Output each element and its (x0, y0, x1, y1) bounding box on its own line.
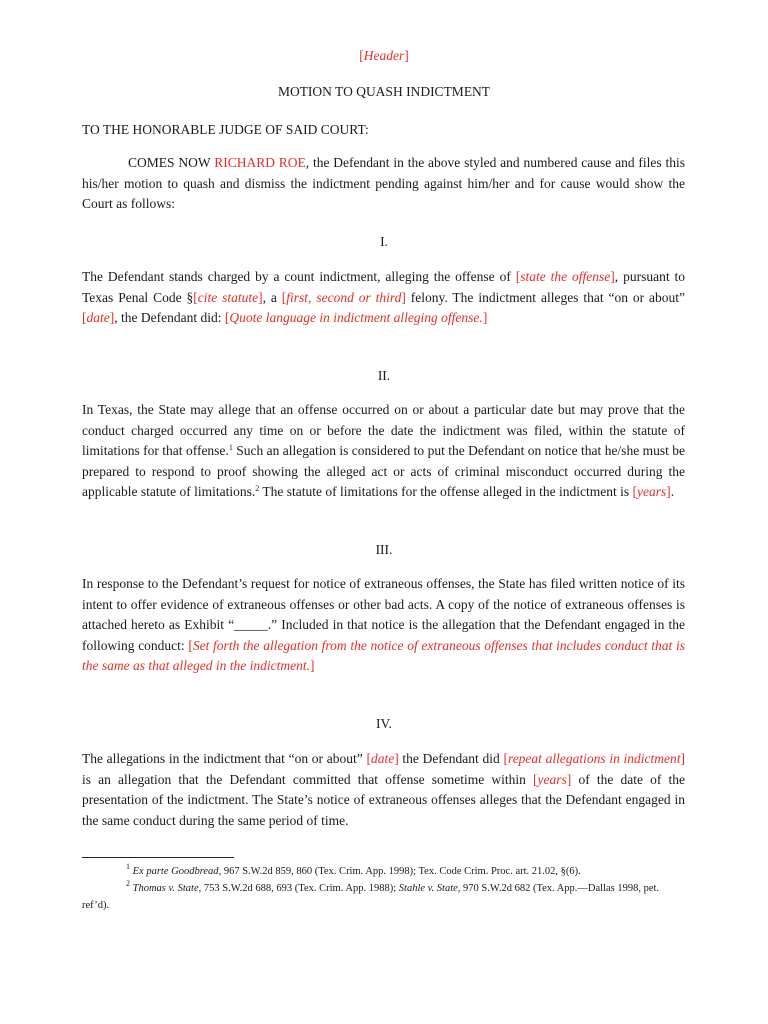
placeholder-date-2: [date] (366, 751, 399, 766)
comes-now: COMES NOW (128, 155, 211, 170)
s4-text-3: is an allegation that the Defendant committed that offense sometime within (82, 771, 534, 787)
footnote-ref-2[interactable]: 2 (255, 484, 260, 493)
document-title: MOTION TO QUASH INDICTMENT (277, 84, 491, 99)
footnote-1-text: , 967 S.W.2d 859, 860 (Tex. Crim. App. 1998); Tex. Code Crim. Proc. art. 21.02, §(6). (218, 866, 581, 877)
salutation: TO THE HONORABLE JUDGE OF SAID COURT: (82, 122, 369, 137)
header-placeholder: [Header] (359, 48, 409, 63)
s2-text-4: . (670, 484, 675, 499)
s4-text-4: of the date of the presentation of the indictment. The State’s notice of extraneous offenses alleges that the Defendant engaged in the same conduct during the same period of time. (82, 771, 686, 828)
s2-text-1: In Texas, the State may allege that an offense occurred on or about a particular date but may prove that the conduct charged occurred any time on or before the date the indictment was filed, within the statute of limitations for that offense. (82, 402, 685, 458)
footnote-1-number: 1 (126, 862, 130, 871)
section-4-paragraph (82, 749, 685, 831)
footnote-2-text-2: , 970 S.W.2d 682 (Tex. App.—Dallas 1998, pet. ref’d). (82, 883, 660, 911)
intro-paragraph (82, 153, 685, 215)
placeholder-years: [years] (632, 484, 671, 499)
footnote-1-case: Ex parte Goodbread (132, 866, 219, 877)
footnote-2-case-2: Stahle v. State (398, 883, 458, 894)
placeholder-statute: [cite statute] (193, 289, 263, 305)
footnote-2-text-1: , 753 S.W.2d 688, 693 (Tex. Crim. App. 1988); (198, 883, 399, 894)
footnote-1 (82, 863, 685, 880)
section-heading-1: I. (380, 234, 388, 249)
footnote-divider (82, 857, 234, 858)
placeholder-quote-language: [Quote language in indictment alleging offense.] (224, 310, 488, 325)
placeholder-years-2: [years] (533, 771, 572, 787)
s2-text-2: Such an allegation is considered to put the Defendant on notice that he/she must be prepared to respond to proof showing the alleged act or acts of criminal misconduct occurred during the applicable statute of limitations. (82, 443, 685, 499)
section-2-paragraph (82, 400, 685, 503)
s3-text-1: In response to the Defendant’s request for notice of extraneous offenses, the State has filed written notice of its intent to offer evidence of extraneous offenses or other bad acts. A copy of the notice of extraneous offenses is attached hereto as Exhibit “_____.” Included in that notice is the allegation that the Defendant engaged in the following conduct: (82, 576, 685, 653)
header-text: Header (363, 48, 405, 63)
s4-text-1: The allegations in the indictment that “on or about” (82, 751, 367, 766)
placeholder-date: [date] (82, 310, 115, 325)
section-heading-2: II. (377, 368, 391, 383)
s1-text-5: , the Defendant did: (114, 310, 225, 325)
s1-text-4: felony. The indictment alleges that “on or about” (405, 289, 686, 305)
placeholder-repeat-allegations: [repeat allegations in indictment] (503, 751, 685, 766)
defendant-name: RICHARD ROE (214, 155, 306, 170)
s1-text-2: , pursuant to Texas Penal Code § (82, 269, 685, 305)
intro-rest: , the Defendant in the above styled and numbered cause and files this his/her motion to quash and dismiss the indictment pending against him/her and for cause would show the Court as follows: (82, 155, 685, 211)
placeholder-degree: [first, second or third] (281, 289, 406, 305)
section-3-paragraph (82, 574, 685, 677)
footnote-2-number: 2 (126, 879, 130, 888)
s1-text-3: , a (262, 289, 282, 305)
section-1-paragraph (82, 267, 685, 329)
placeholder-offense: [state the offense] (515, 269, 615, 284)
section-heading-4: IV. (376, 716, 392, 731)
s2-text-3: The statute of limitations for the offense alleged in the indictment is (259, 484, 633, 499)
footnote-2-case-1: Thomas v. State (132, 883, 199, 894)
footnote-2 (82, 880, 685, 914)
s1-text-1: The Defendant stands charged by a count indictment, alleging the offense of (82, 269, 516, 284)
footnote-ref-1[interactable]: 1 (228, 443, 233, 452)
s4-text-2: the Defendant did (398, 751, 504, 766)
placeholder-extraneous-allegation: [Set forth the allegation from the notice of extraneous offenses that includes conduct that is the same as that alleged in the indictment.] (82, 637, 685, 673)
section-heading-3: III. (375, 542, 393, 557)
